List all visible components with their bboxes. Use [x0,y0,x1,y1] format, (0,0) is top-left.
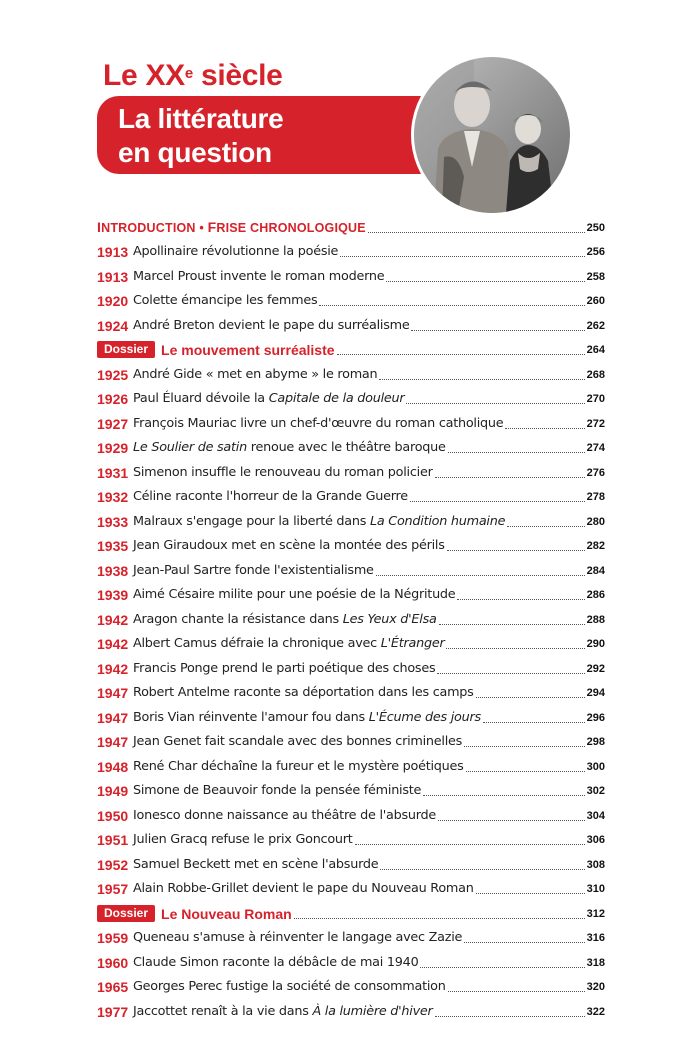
entry-year: 1929 [97,440,129,456]
page-number: 298 [586,736,605,748]
page-number: 260 [586,295,605,307]
entry-title-italic: L'Étranger [380,636,445,651]
dot-leader [386,280,584,282]
dot-leader [464,745,585,747]
page-number: 264 [586,344,605,356]
dot-leader [355,843,585,845]
toc-entry-row[interactable] [97,799,605,824]
page-number: 294 [586,687,605,699]
entry-title [133,367,377,383]
entry-year: 1942 [97,611,129,628]
entry-title [133,244,338,260]
entry-title [133,759,464,775]
entry-title [133,391,404,407]
toc-entry-row[interactable] [97,456,605,481]
toc-entry-row[interactable] [97,236,605,261]
entry-year: 1913 [97,244,129,260]
toc-entry-row[interactable] [97,750,605,775]
dot-leader [376,574,585,576]
table-of-contents [97,211,605,1020]
page-number: 256 [586,246,605,258]
entry-title [133,857,378,873]
entry-year: 1942 [97,660,129,677]
toc-entry-row[interactable] [97,946,605,971]
dot-leader [423,794,584,796]
toc-entry-row[interactable] [97,922,605,947]
entry-title-text: Ionesco donne naissance au théâtre de l'absurde [133,807,437,823]
entry-title [133,293,317,309]
entry-title-text: Jean-Paul Sartre fonde l'existentialisme [133,562,374,578]
entry-title-text: Jaccottet renaît à la vie dans [133,1003,313,1019]
entry-title [133,318,409,334]
entry-title-italic: Le Soulier de satin [133,440,247,455]
entry-year: 1933 [97,513,129,530]
dossier-badge: Dossier [97,341,155,358]
entry-title-italic: La Condition humaine [369,513,506,529]
dot-leader [437,672,584,674]
dot-leader [435,1015,585,1017]
dossier-title: Le mouvement surréaliste [161,342,335,358]
toc-entry-row[interactable] [97,701,605,726]
entry-title-text: Robert Antelme raconte sa déportation dans les camps [133,685,474,700]
page-number: 282 [586,540,605,552]
toc-entry-row[interactable] [97,481,605,506]
entry-year: 1939 [97,587,129,603]
entry-title [133,465,433,481]
toc-entry-row[interactable] [97,505,605,530]
entry-title-text: André Breton devient le pape du surréalisme [133,317,410,333]
page-number: 318 [586,956,605,969]
dot-leader [294,917,585,919]
entry-title [133,538,445,554]
entry-title [133,416,503,432]
page-number: 316 [586,932,605,944]
entry-title [133,587,455,603]
entry-title [133,1004,433,1020]
page-number: 270 [586,393,605,405]
page-number: 268 [586,368,605,381]
toc-entry-row[interactable] [97,775,605,800]
dot-leader [438,819,585,821]
dot-leader [466,770,585,772]
entry-title [133,440,446,456]
entry-title-text: Jean Genet fait scandale avec des bonnes criminelles [133,734,463,749]
entry-year: 1965 [97,979,129,995]
entry-year: 1952 [97,856,129,873]
page-number: 274 [586,442,605,454]
entry-year: 1926 [97,391,129,407]
entry-title [133,269,384,285]
toc-entry-row[interactable] [97,995,605,1020]
dot-leader [476,892,585,894]
entry-year: 1950 [97,807,129,824]
toc-entry-row[interactable] [97,726,605,751]
page-number: 292 [586,662,605,675]
entry-title [133,930,462,946]
entry-title-italic: L'Écume des jours [368,709,481,725]
toc-entry-row[interactable] [97,848,605,873]
toc-entry-row[interactable] [97,554,605,579]
entry-title [133,710,481,726]
dot-leader [439,623,585,625]
entry-title-text: Albert Camus défraie la chronique avec [133,636,381,651]
page-number: 296 [586,711,605,724]
banner-line-2: en question [118,137,272,168]
entry-year: 1925 [97,366,129,383]
dot-leader [507,525,584,527]
dot-leader [464,941,584,943]
entry-year: 1927 [97,415,129,432]
dot-leader [448,451,585,453]
entry-year: 1977 [97,1003,129,1020]
entry-year: 1959 [97,930,129,946]
toc-entry-row[interactable] [97,628,605,653]
portrait-photo [411,54,573,216]
toc-entry-row[interactable] [97,407,605,432]
page-number: 276 [586,466,605,479]
dot-leader [420,966,584,968]
toc-entry-row[interactable] [97,971,605,996]
entry-title [133,881,474,897]
entry-year: 1938 [97,562,129,579]
page-number: 322 [586,1005,605,1018]
toc-entry-row[interactable] [97,285,605,310]
dossier-badge: Dossier [97,905,155,922]
toc-entry-row[interactable] [97,603,605,628]
entry-title [133,832,353,848]
entry-title-text: Marcel Proust invente le roman moderne [133,268,385,284]
portrait-photo-icon [414,57,570,213]
entry-title-text: Jean Giraudoux met en scène la montée des périls [133,538,445,553]
banner-title [118,102,283,170]
entry-title [133,563,374,579]
entry-title [133,955,418,971]
dot-leader [368,231,585,233]
entry-title-text: Colette émancipe les femmes [133,293,318,308]
page-number: 312 [586,907,605,920]
entry-title [133,636,444,652]
entry-title-text: Paul Éluard dévoile la [133,391,269,406]
entry-title [133,783,421,799]
page-number: 320 [586,981,605,993]
dot-leader [406,402,584,404]
dot-leader [435,476,585,478]
toc-entry-row[interactable] [97,579,605,604]
page-number: 286 [586,589,605,601]
toc-entry-row[interactable] [97,358,605,383]
dot-leader [319,304,584,306]
entry-title-text: Queneau s'amuse à réinventer le langage avec Zazie [133,930,463,945]
entry-title-text: Apollinaire révolutionne la poésie [133,244,339,259]
entry-title-text: Simone de Beauvoir fonde la pensée féministe [133,783,422,798]
dot-leader [447,549,585,551]
entry-year: 1935 [97,538,129,554]
toc-entry-row[interactable] [97,824,605,849]
entry-title [133,514,505,530]
entry-title-text: Georges Perec fustige la société de consommation [133,979,446,994]
dot-leader [483,721,585,723]
page-number: 288 [586,613,605,626]
dot-leader [337,353,585,355]
dot-leader [411,329,584,331]
page-number: 310 [586,883,605,895]
dot-leader [379,378,584,380]
toc-entry-row[interactable] [97,677,605,702]
entry-year: 1957 [97,881,129,897]
entry-title-text: Céline raconte l'horreur de la Grande Guerre [133,489,408,504]
entry-year: 1948 [97,758,129,775]
page-number: 304 [586,809,605,822]
toc-entry-row[interactable] [97,383,605,408]
page-number: 306 [586,834,605,846]
toc-entry-row[interactable] [97,309,605,334]
entry-year: 1942 [97,636,129,652]
dot-leader [340,255,584,257]
toc-entry-row[interactable] [97,432,605,457]
entry-title-text: Claude Simon raconte la débâcle de mai 1940 [133,954,419,970]
entry-title-text: Simenon insuffle le renouveau du roman policier [133,464,433,480]
page-number: 290 [586,638,605,650]
entry-title-text: renoue avec le théâtre baroque [246,440,446,455]
toc-entry-row[interactable] [97,652,605,677]
page-number: 308 [586,858,605,871]
entry-year: 1920 [97,293,129,309]
toc-dossier-row[interactable] [97,334,605,359]
dot-leader [505,427,584,429]
page-number: 262 [586,319,605,332]
page-number: 272 [586,417,605,430]
entry-title [133,734,462,750]
entry-title-text: Francis Ponge prend le parti poétique des choses [133,660,436,676]
entry-year: 1932 [97,489,129,505]
page-number: 280 [586,515,605,528]
page-number: 278 [586,491,605,503]
dot-leader [448,990,585,992]
entry-title [133,685,474,701]
toc-entry-row[interactable] [97,260,605,285]
page-number: 300 [586,760,605,773]
entry-title-text: Samuel Beckett met en scène l'absurde [133,856,379,872]
entry-year: 1960 [97,954,129,971]
entry-title [133,661,435,677]
dot-leader [380,868,584,870]
page-number: 258 [586,270,605,283]
entry-title-text: Malraux s'engage pour la liberté dans [133,513,370,529]
dot-leader [446,647,584,649]
page-number: 284 [586,564,605,577]
century-title: Le XXe siècle [103,59,283,92]
dossier-title: Le Nouveau Roman [161,905,292,922]
entry-title-italic: Les Yeux d'Elsa [342,611,437,627]
entry-year: 1947 [97,734,129,750]
entry-title-text: André Gide « met en abyme » le roman [133,366,378,382]
entry-title-text: Boris Vian réinvente l'amour fou dans [133,709,369,725]
entry-year: 1924 [97,317,129,334]
entry-title-text: René Char déchaîne la fureur et le mystère poétiques [133,758,464,774]
entry-title-text: Aimé Césaire milite pour une poésie de la Négritude [133,587,456,602]
entry-title-italic: À la lumière d'hiver [312,1003,433,1019]
toc-intro-row[interactable] [97,211,605,236]
entry-title-text: François Mauriac livre un chef-d'œuvre du roman catholique [133,415,504,431]
entry-title-text: Alain Robbe-Grillet devient le pape du Nouveau Roman [133,881,474,896]
entry-year: 1931 [97,464,129,481]
entry-year: 1949 [97,783,129,799]
entry-title [133,979,446,995]
entry-year: 1947 [97,709,129,726]
entry-year: 1951 [97,832,129,848]
dot-leader [457,598,584,600]
entry-year: 1947 [97,685,129,701]
page-number: 302 [586,785,605,797]
page-number: 250 [586,221,605,234]
intro-label: INTRODUCTION • FRISE CHRONOLOGIQUE [97,218,366,235]
dot-leader [476,696,585,698]
dot-leader [410,500,585,502]
entry-year: 1913 [97,268,129,285]
entry-title-italic: Capitale de la douleur [268,391,405,406]
toc-entry-row[interactable] [97,873,605,898]
toc-entry-row[interactable] [97,530,605,555]
banner-line-1: La littérature [118,103,284,134]
entry-title [133,612,437,628]
entry-title [133,808,436,824]
entry-title [133,489,408,505]
toc-dossier-row[interactable] [97,897,605,922]
entry-title-text: Julien Gracq refuse le prix Goncourt [133,832,353,847]
entry-title-text: Aragon chante la résistance dans [133,611,343,627]
